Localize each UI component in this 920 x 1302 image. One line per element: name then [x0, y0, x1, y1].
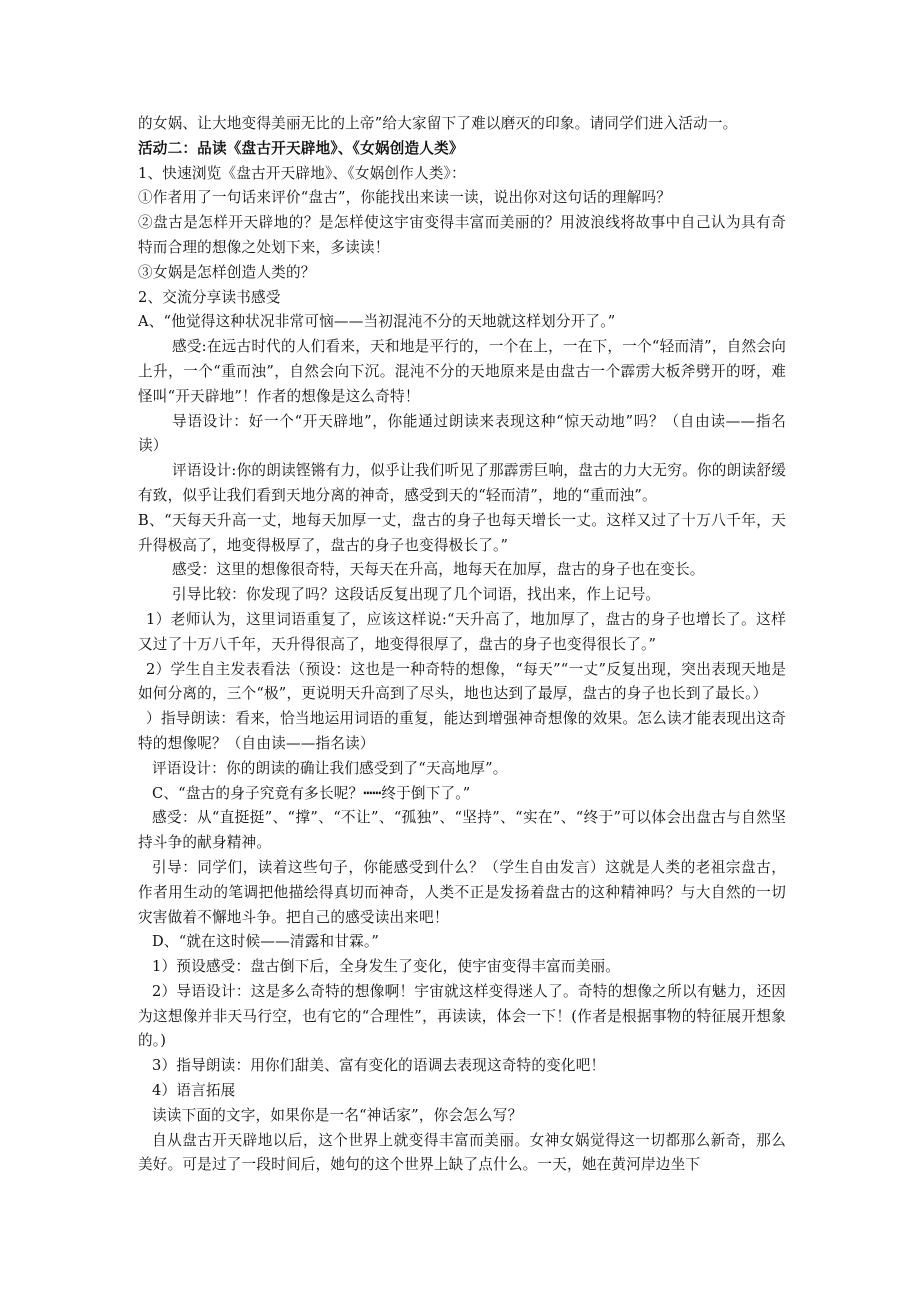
text-line: 自从盘古开天辟地以后，这个世界上就变得丰富而美丽。女神女娲觉得这一切都那么新奇，那么美好。可是过了一段时间后，她句的这个世界上缺了点什么。一天，她在黄河岸边坐下 — [138, 1131, 786, 1174]
text-line: 2）学生自主发表看法（预设：这也是一种奇特的想像，“每天”“一丈”反复出现，突出表现天地是如何分离的，三个“极”，更说明天升高到了尽头，地也达到了最厚，盘古的身子也长到了最长。） — [138, 660, 786, 703]
text-line: 1）老师认为，这里词语重复了，应该这样说:“天升高了，地加厚了，盘古的身子也增长了。这样又过了十万八千年，天升得很高了，地变得很厚了，盘古的身子也变得很长了。” — [138, 610, 786, 653]
text-line: 感受:在远古时代的人们看来，天和地是平行的，一个在上，一在下，一个“轻而清”，自然会向上升，一个“重而浊”，自然会向下沉。混沌不分的天地原来是由盘古一个霹雳大板斧劈开的呀，难怪叫“开天辟地”！作者的想像是这么奇特！ — [138, 338, 786, 405]
text-line: 引导比较：你发现了吗？这段话反复出现了几个词语，找出来，作上记号。 — [172, 586, 661, 604]
text-line: 3）指导朗读：用你们甜美、富有变化的语调去表现这奇特的变化吧！ — [152, 1057, 606, 1075]
document-page — [138, 112, 786, 1178]
text-line: C、“盘古的身子究竟有多长呢？┅┅终于倒下了。” — [152, 784, 471, 802]
text-line: 2）导语设计：这是多么奇特的想像啊！宇宙就这样变得迷人了。奇特的想像之所以有魅力，还因为这想像并非天马行空，也有它的“合理性”，再读读，体会一下！(作者是根据事物的特征展开想象的。) — [138, 982, 786, 1050]
text-line: 的女娲、让大地变得美丽无比的上帝”给大家留下了难以磨灭的印象。请同学们进入活动一。 — [138, 115, 738, 132]
text-line: 引导：同学们，读着这些句子，你能感受到什么？（学生自由发言）这就是人类的老祖宗盘古，作者用生动的笔调把他描绘得真切而神奇，人类不正是发扬着盘古的这种精神吗？与大自然的一切灾害做着不懈地斗争。把自己的感受读出来吧！ — [138, 858, 786, 926]
text-line: D、“就在这时候——清露和甘霖。” — [152, 933, 380, 951]
text-line: ②盘古是怎样开天辟地的？是怎样使这宇宙变得丰富而美丽的？用波浪线将故事中自己认为具有奇特而合理的想像之处划下来，多读读！ — [138, 214, 786, 256]
text-line: 感受：从“直挺挺”、“撑”、“不让”、“孤独”、“坚持”、“实在”、“终于”可以体会出盘古与自然坚持斗争的献身精神。 — [138, 809, 786, 852]
activity-heading: 活动二：品读《盘古开天辟地》、《女娲创造人类》 — [138, 139, 464, 157]
text-line: ③女娲是怎样创造人类的？ — [138, 263, 316, 281]
text-line: 4）语言拓展 — [152, 1082, 236, 1100]
text-line: 读读下面的文字，如果你是一名“神话家”，你会怎么写？ — [152, 1106, 523, 1124]
text-line: ）指导朗读：看来，恰当地运用词语的重复，能达到增强神奇想像的效果。怎么读才能表现出这奇特的想像呢？（自由读——指名读） — [138, 710, 786, 752]
text-line: 1）预设感受：盘古倒下后，全身发生了变化，使宇宙变得丰富而美丽。 — [152, 958, 621, 976]
text-line: 2、交流分享读书感受 — [138, 288, 281, 306]
text-line: 导语设计：好一个“开天辟地”，你能通过朗读来表现这种“惊天动地”吗？（自由读——指名读） — [138, 412, 786, 455]
text-line: 1、快速浏览《盘古开天辟地》、《女娲创作人类》： — [138, 164, 466, 182]
text-line: B、“天每天升高一丈，地每天加厚一丈，盘古的身子也每天增长一丈。这样又过了十万八千年，天升得极高了，地变得极厚了，盘古的身子也变得极长了。” — [138, 511, 786, 554]
text-line: 感受：这里的想像很奇特，天每天在升高，地每天在加厚，盘古的身子也在变长。 — [172, 561, 705, 579]
text-line: ①作者用了一句话来评价“盘古”，你能找出来读一读，说出你对这句话的理解吗？ — [138, 189, 672, 207]
text-line: A、“他觉得这种状况非常可恼——当初混沌不分的天地就这样划分开了。” — [138, 313, 616, 331]
text-line: 评语设计:你的朗读铿锵有力，似乎让我们听见了那霹雳巨响，盘古的力大无穷。你的朗读舒缓有致，似乎让我们看到天地分离的神奇，感受到天的“轻而清”，地的“重而浊”。 — [138, 462, 786, 504]
text-line: 评语设计：你的朗读的确让我们感受到了“天高地厚”。 — [152, 759, 508, 777]
